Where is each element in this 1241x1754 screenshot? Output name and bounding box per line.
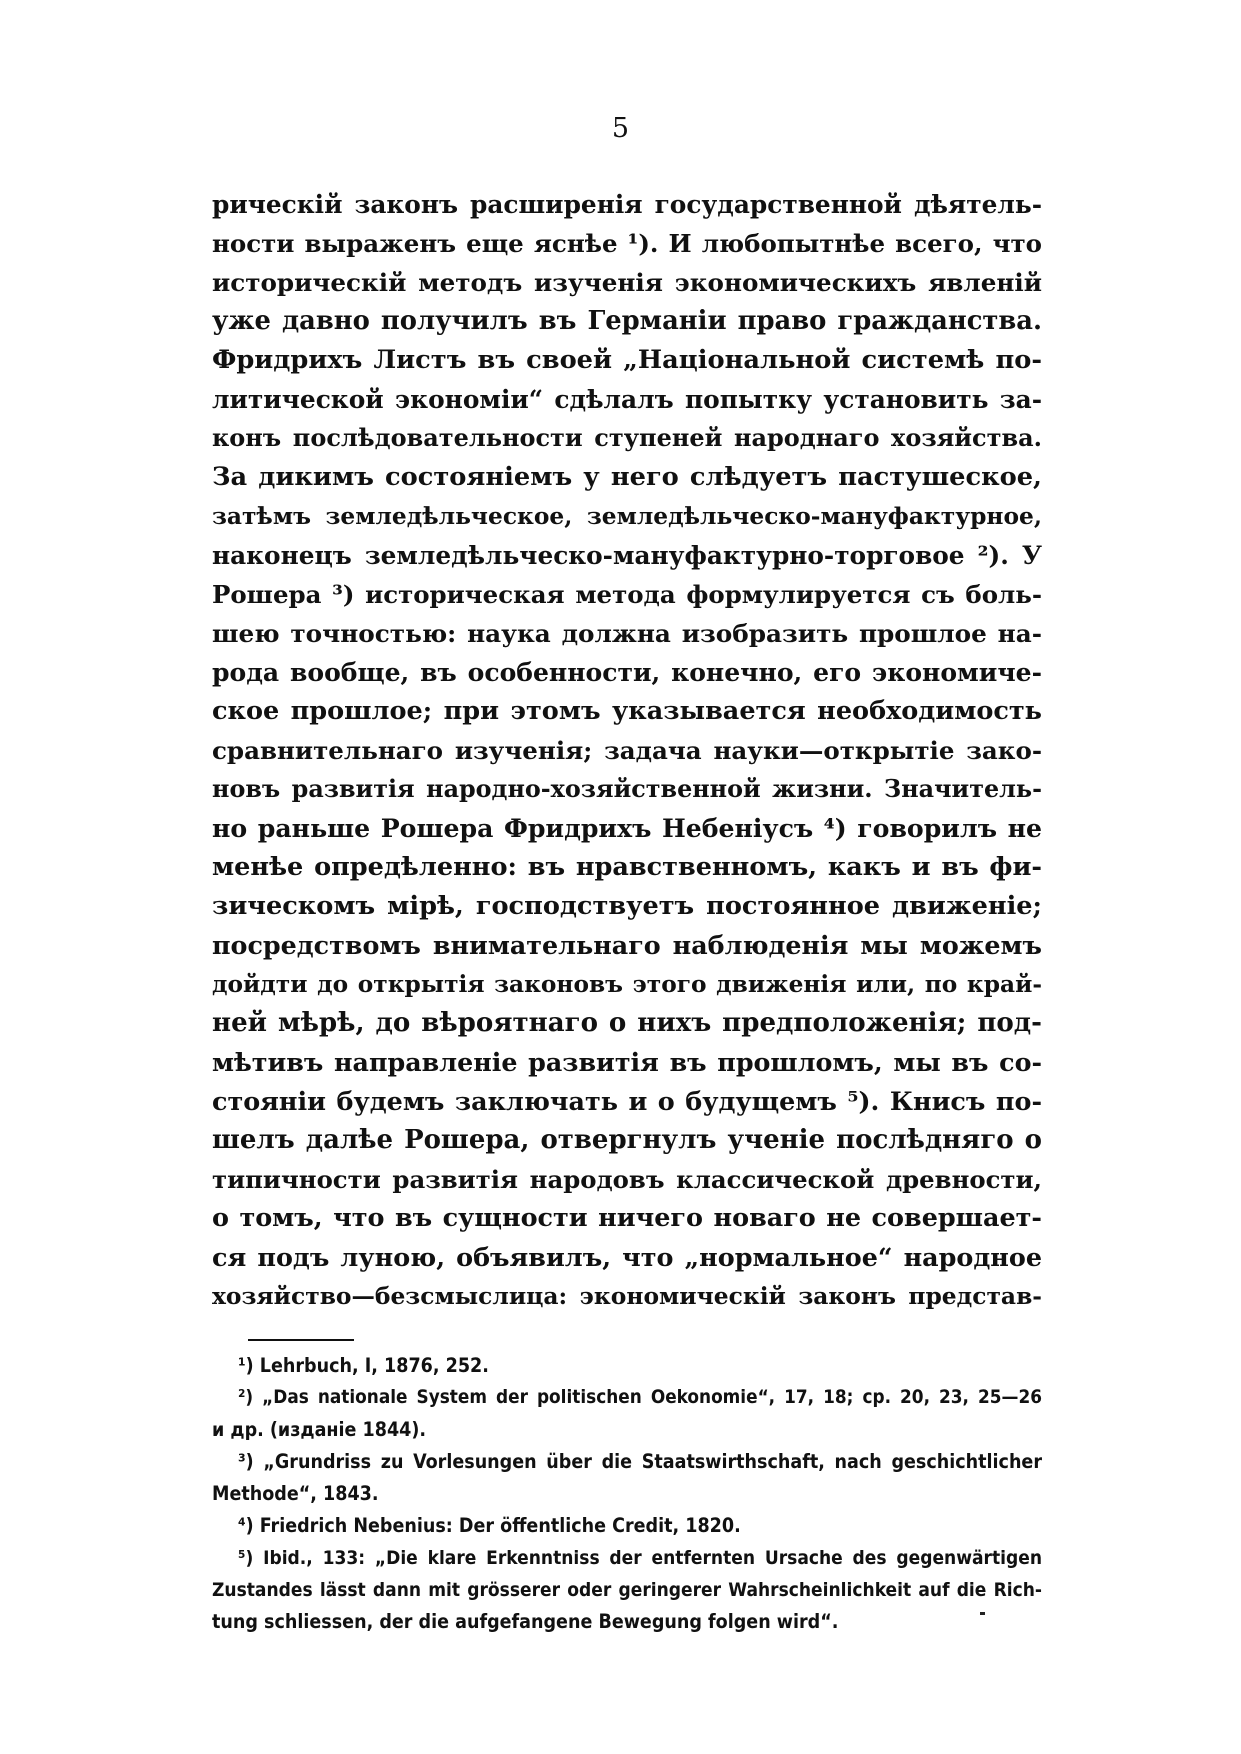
footnote-line: ⁵) Ibid., 133: „Die klare Erkenntniss der entfernten Ursache des gegenwärtigen [238,1547,1042,1569]
body-line: хозяйство—безсмыслица: экономическій законъ представ- [212,1282,1042,1310]
body-line: посредствомъ внимательнаго наблюденія мы можемъ [212,930,1042,960]
footnote-line: ²) „Das nationale System der politischen Oekonomie“, 17, 18; ср. 20, 23, 25—26 [238,1387,1042,1408]
body-line: о томъ, что въ сущности ничего новаго не совершает- [212,1203,1042,1233]
body-line: ней мѣрѣ, до вѣроятнаго о нихъ предположенія; под- [212,1008,1042,1038]
footnotes [212,1350,1042,1638]
body-line: рическій законъ расширенія государственной дѣятель- [212,190,1042,219]
body-line: дойдти до открытія законовъ этого движенія или, по край- [212,971,1042,998]
body-line: шею точностью: наука должна изобразить прошлое на- [212,619,1042,648]
body-line: ское прошлое; при этомъ указывается необходимость [212,696,1042,726]
body-line: наконецъ земледѣльческо-мануфактурно-торговое ²). У [212,541,1042,570]
body-line: конъ послѣдовательности ступеней народнаго хозяйства. [212,424,1042,452]
body-line: шелъ далѣе Рошера, отвергнулъ ученіе послѣдняго о [212,1125,1042,1155]
body-text [212,185,1042,1316]
body-line: затѣмъ земледѣльческое, земледѣльческо-мануфактурное, [212,503,1042,530]
body-line: рода вообще, въ особенности, конечно, его экономиче- [212,657,1042,687]
footnote-line: ³) „Grundriss zu Vorlesungen über die Staatswirthschaft, nach geschichtlicher [238,1450,1042,1473]
footnote-line: ¹) Lehrbuch, I, 1876, 252. [238,1354,489,1377]
body-line: сравнительнаго изученія; задача науки—открытіе зако- [212,736,1042,765]
body-line: типичности развитія народовъ классической древности, [212,1165,1042,1194]
footnote-line: tung schliessen, der die aufgefangene Bewegung folgen wird“. [212,1610,839,1633]
body-line: мѣтивъ направленіе развитія въ прошломъ, мы въ со- [212,1047,1042,1077]
body-line: За дикимъ состояніемъ у него слѣдуетъ пастушеское, [212,462,1042,492]
body-line: уже давно получилъ въ Германіи право гражданства. [212,306,1042,336]
print-mark [980,1612,985,1615]
body-line: литической экономіи“ сдѣлалъ попытку установить за- [212,385,1042,414]
body-line: зическомъ мірѣ, господствуетъ постоянное движеніе; [212,891,1042,921]
page-number: 5 [611,113,630,144]
body-line: Рошера ³) историческая метода формулируется съ боль- [212,580,1042,609]
body-line: но раньше Рошера Фридрихъ Небеніусъ ⁴) говорилъ не [212,813,1042,843]
body-line: ся подъ луною, объявилъ, что „нормальное“ народное [212,1242,1042,1272]
body-line: стояніи будемъ заключать и о будущемъ ⁵). Книсъ по- [212,1086,1042,1116]
body-line: историческій методъ изученія экономическихъ явленій [212,268,1042,297]
body-line: новъ развитія народно-хозяйственной жизни. Значитель- [212,775,1042,803]
footnote-line: Methode“, 1843. [212,1482,379,1505]
footnote-line: Zustandes lässt dann mit grösserer oder geringerer Wahrscheinlichkeit auf die Rich- [212,1579,1042,1601]
footnote-line: ⁴) Friedrich Nebenius: Der öffentliche Credit, 1820. [238,1514,741,1537]
footnote-line: и др. (изданіе 1844). [212,1418,427,1441]
body-line: ности выраженъ еще яснѣе ¹). И любопытнѣе всего, что [212,229,1042,258]
body-line: менѣе опредѣленно: въ нравственномъ, какъ и въ фи- [212,852,1042,882]
body-line: Фридрихъ Листъ въ своей „Національной системѣ по- [212,345,1042,375]
footnote-separator [248,1339,354,1341]
